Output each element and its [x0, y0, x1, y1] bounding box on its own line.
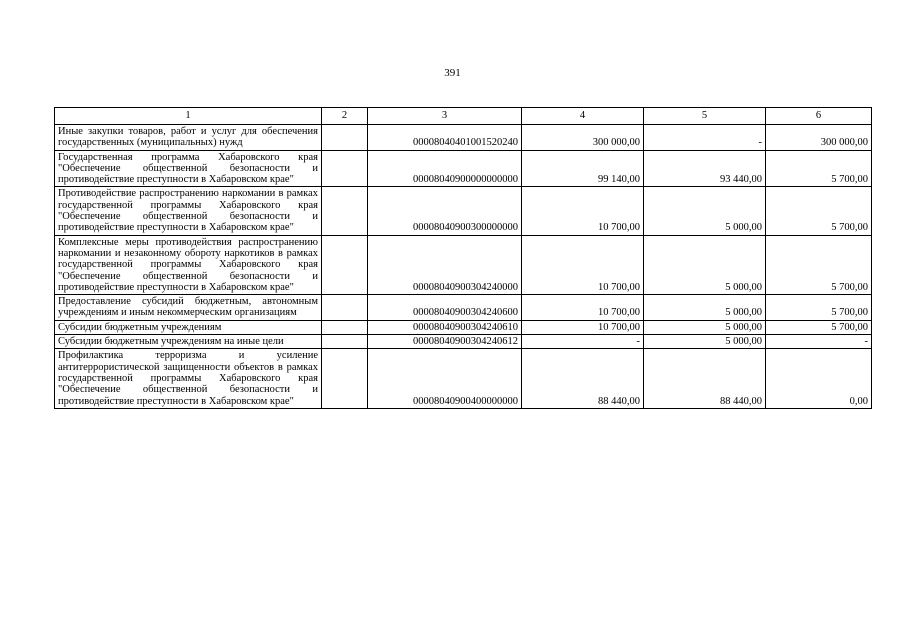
row-value-5: - [644, 125, 766, 151]
row-name: Профилактика терроризма и усиление антитеррористической защищенности объектов в рамках государственной программы Хабаровского края "Обеспечение общественной безопасности и противодействие преступности в Хабаровском крае" [55, 349, 322, 408]
row-value-4: 10 700,00 [522, 187, 644, 235]
row-name: Субсидии бюджетным учреждениям на иные цели [55, 335, 322, 349]
row-value-5: 88 440,00 [644, 349, 766, 408]
row-value-5: 5 000,00 [644, 295, 766, 321]
row-value-4: 10 700,00 [522, 235, 644, 294]
row-value-5: 5 000,00 [644, 187, 766, 235]
row-col2 [322, 295, 368, 321]
row-value-6: 5 700,00 [766, 320, 872, 334]
row-name: Иные закупки товаров, работ и услуг для обеспечения государственных (муниципальных) нужд [55, 125, 322, 151]
row-value-6: 5 700,00 [766, 187, 872, 235]
row-col2 [322, 235, 368, 294]
table-row [55, 150, 872, 187]
page-number: 391 [444, 67, 461, 79]
budget-table [54, 107, 872, 409]
row-value-4: 10 700,00 [522, 295, 644, 321]
row-col2 [322, 125, 368, 151]
row-col2 [322, 150, 368, 187]
row-name: Противодействие распространению наркомании в рамках государственной программы Хабаровского края "Обеспечение общественной безопасности и противодействие преступности в Хабаровском крае" [55, 187, 322, 235]
table-row [55, 349, 872, 408]
column-header: 5 [644, 108, 766, 125]
row-col2 [322, 187, 368, 235]
column-header: 4 [522, 108, 644, 125]
row-col2 [322, 335, 368, 349]
row-value-4: 300 000,00 [522, 125, 644, 151]
row-code: 00008040900400000000 [368, 349, 522, 408]
row-name: Предоставление субсидий бюджетным, автономным учреждениям и иным некоммерческим организациям [55, 295, 322, 321]
table-row [55, 235, 872, 294]
row-code: 00008040900000000000 [368, 150, 522, 187]
row-value-4: 10 700,00 [522, 320, 644, 334]
column-header: 6 [766, 108, 872, 125]
table-row [55, 335, 872, 349]
row-code: 00008040900300000000 [368, 187, 522, 235]
table-row [55, 295, 872, 321]
row-code: 00008040900304240600 [368, 295, 522, 321]
row-value-5: 5 000,00 [644, 320, 766, 334]
row-code: 00008040900304240610 [368, 320, 522, 334]
row-col2 [322, 320, 368, 334]
row-code: 00008040900304240612 [368, 335, 522, 349]
row-value-5: 5 000,00 [644, 235, 766, 294]
row-value-6: 5 700,00 [766, 150, 872, 187]
row-value-4: 88 440,00 [522, 349, 644, 408]
row-value-4: - [522, 335, 644, 349]
row-name: Комплексные меры противодействия распространению наркомании и незаконному обороту наркотиков в рамках государственной программы Хабаровского края "Обеспечение общественной безопасности и противодействие преступности в Хабаровском крае" [55, 235, 322, 294]
row-value-6: 5 700,00 [766, 235, 872, 294]
row-value-6: 0,00 [766, 349, 872, 408]
row-value-5: 93 440,00 [644, 150, 766, 187]
table-row [55, 187, 872, 235]
row-value-4: 99 140,00 [522, 150, 644, 187]
row-value-6: - [766, 335, 872, 349]
row-name: Государственная программа Хабаровского края "Обеспечение общественной безопасности и противодействие преступности в Хабаровском крае" [55, 150, 322, 187]
row-name: Субсидии бюджетным учреждениям [55, 320, 322, 334]
table-row [55, 320, 872, 334]
table-header-row [55, 108, 872, 125]
column-header: 2 [322, 108, 368, 125]
row-code: 00008040900304240000 [368, 235, 522, 294]
column-header: 1 [55, 108, 322, 125]
row-value-5: 5 000,00 [644, 335, 766, 349]
table-row [55, 125, 872, 151]
row-col2 [322, 349, 368, 408]
row-code: 00008040401001520240 [368, 125, 522, 151]
column-header: 3 [368, 108, 522, 125]
row-value-6: 300 000,00 [766, 125, 872, 151]
row-value-6: 5 700,00 [766, 295, 872, 321]
